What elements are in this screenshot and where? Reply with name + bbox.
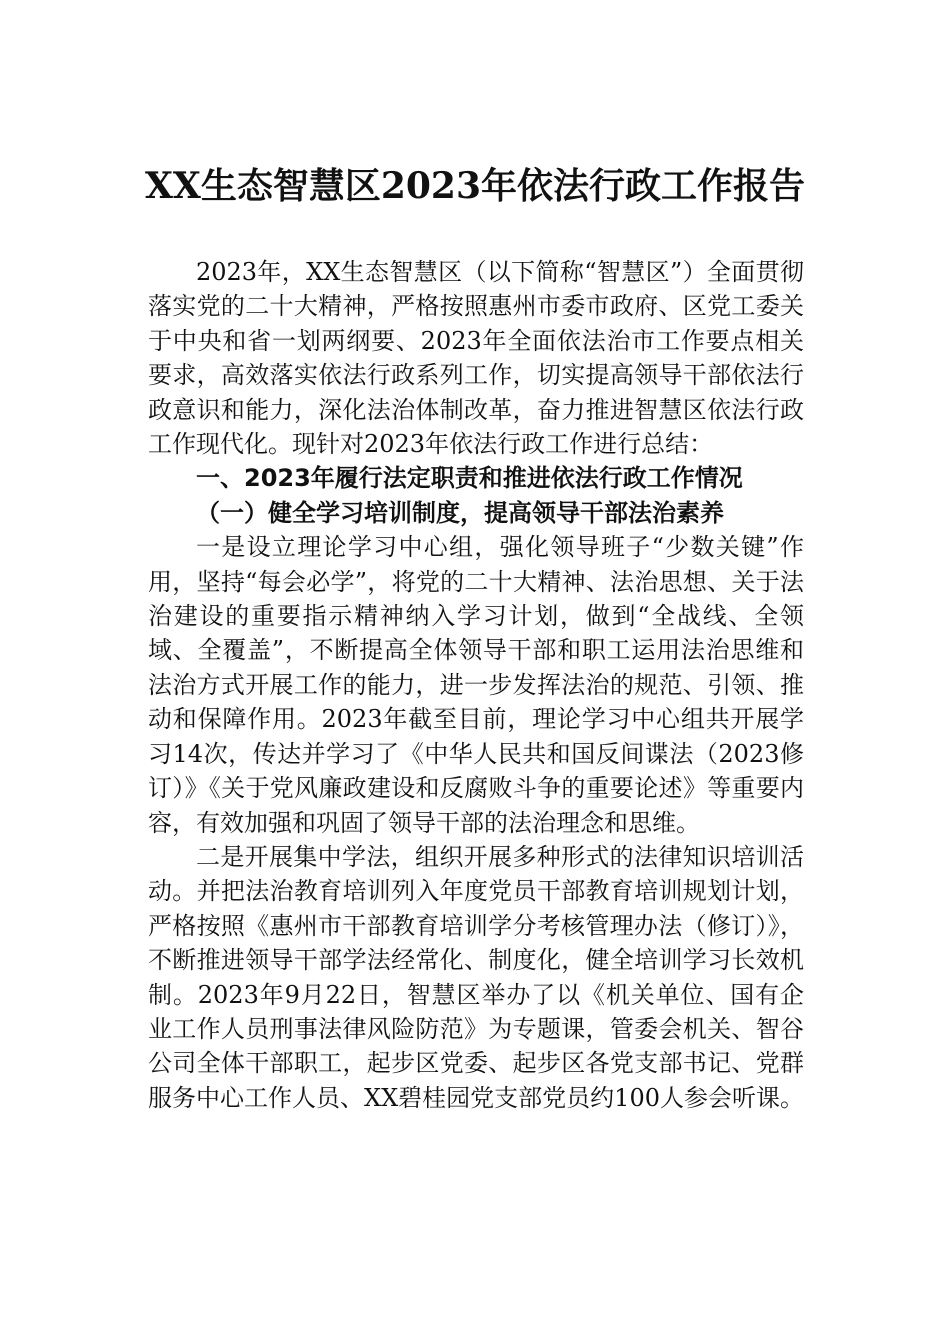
subsection-heading-1: （一）健全学习培训制度，提高领导干部法治素养 bbox=[196, 497, 724, 527]
section-heading-1: 一、2023年履行法定职责和推进依法行政工作情况 bbox=[196, 464, 743, 493]
document-title: XX生态智慧区2023年依法行政工作报告 bbox=[144, 165, 806, 207]
document-body bbox=[148, 255, 804, 1115]
intro-paragraph: 2023年，XX生态智慧区（以下简称“智慧区”）全面贯彻落实党的二十大精神，严格按照惠州市委市政府、区党工委关于中央和省一划两纲要、2023年全面依法治市工作要点相关要求，高效落实依法行政系列工作，切实提高领导干部依法行政意识和能力，深化法治体制改革，奋力推进智慧区依法行政工作现代化。现针对2023年依法行政工作进行总结： bbox=[148, 258, 804, 459]
body-paragraph-1: 一是设立理论学习中心组，强化领导班子“少数关键”作用，坚持“每会必学”，将党的二十大精神、法治思想、关于法治建设的重要指示精神纳入学习计划，做到“全战线、全领域、全覆盖”，不断提高全体领导干部和职工运用法治思维和法治方式开展工作的能力，进一步发挥法治的规范、引领、推动和保障作用。2023年截至目前，理论学习中心组共开展学习14次，传达并学习了《中华人民共和国反间谍法（2023修订）》《关于党风廉政建设和反腐败斗争的重要论述》等重要内容，有效加强和巩固了领导干部的法治理念和思维。 bbox=[148, 533, 804, 837]
body-paragraph-2: 二是开展集中学法，组织开展多种形式的法律知识培训活动。并把法治教育培训列入年度党员干部教育培训规划计划，严格按照《惠州市干部教育培训学分考核管理办法（修订）》，不断推进领导干部学法经常化、制度化，健全培训学习长效机制。2023年9月22日，智慧区举办了以《机关单位、国有企业工作人员刑事法律风险防范》为专题课，管委会机关、智谷公司全体干部职工，起步区党委、起步区各党支部书记、党群服务中心工作人员、XX碧桂园党支部党员约100人参会听课。 bbox=[148, 842, 804, 1112]
